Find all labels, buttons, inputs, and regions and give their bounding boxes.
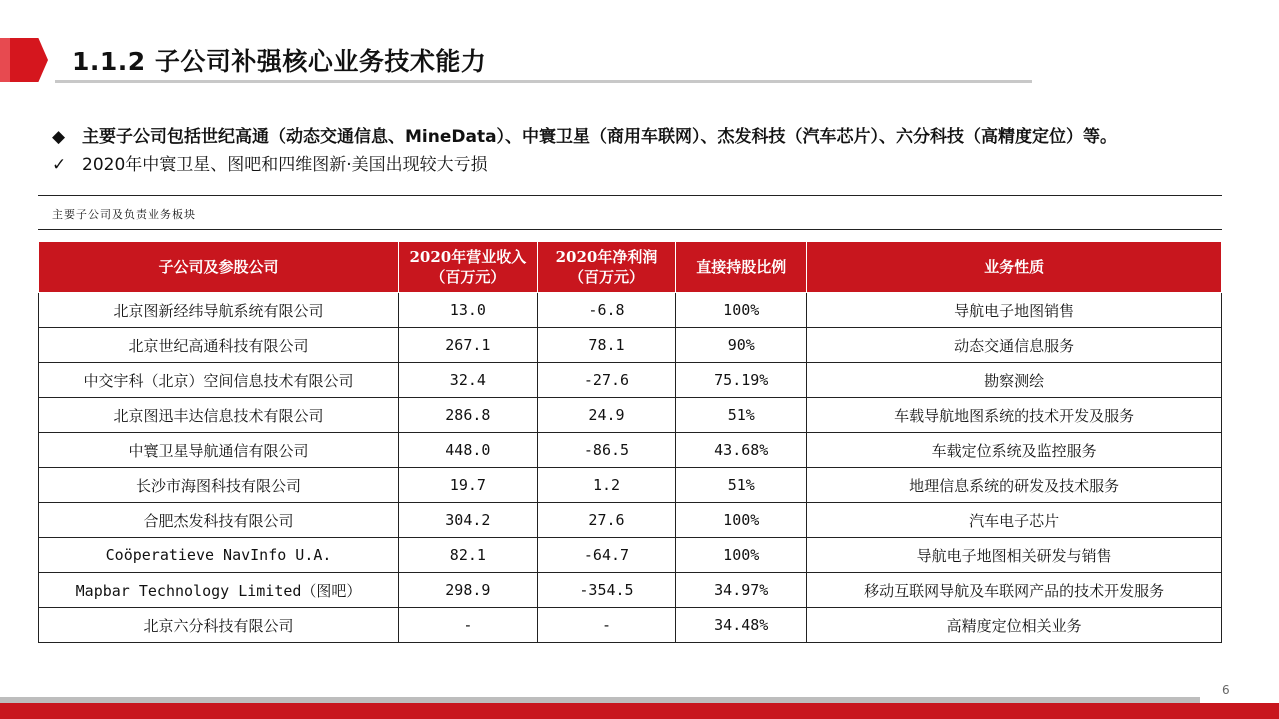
- cell-stake: 34.97%: [676, 573, 807, 608]
- bullet-text: 主要子公司包括世纪高通（动态交通信息、MineData）、中寰卫星（商用车联网）、杰发科技（汽车芯片）、六分科技（高精度定位）等。: [82, 127, 1118, 147]
- cell-stake: 90%: [676, 328, 807, 363]
- table-row: [39, 433, 1222, 468]
- cell-business: 高精度定位相关业务: [807, 608, 1222, 643]
- cell-revenue: 267.1: [399, 328, 538, 363]
- table-row: [39, 398, 1222, 433]
- cell-company: 合肥杰发科技有限公司: [39, 503, 399, 538]
- cell-company: 中寰卫星导航通信有限公司: [39, 433, 399, 468]
- header-stake: 直接持股比例: [676, 242, 807, 293]
- table-row: [39, 503, 1222, 538]
- cell-net-profit: 27.6: [537, 503, 676, 538]
- cell-revenue: 13.0: [399, 293, 538, 328]
- cell-revenue: -: [399, 608, 538, 643]
- table-row: [39, 573, 1222, 608]
- cell-net-profit: -354.5: [537, 573, 676, 608]
- table-row: [39, 608, 1222, 643]
- check-mark-icon: ✓: [52, 155, 67, 175]
- cell-revenue: 298.9: [399, 573, 538, 608]
- cell-business: 地理信息系统的研发及技术服务: [807, 468, 1222, 503]
- table-header-row: [39, 242, 1222, 293]
- cell-revenue: 32.4: [399, 363, 538, 398]
- cell-revenue: 19.7: [399, 468, 538, 503]
- cell-business: 勘察测绘: [807, 363, 1222, 398]
- title-underline: [55, 80, 1032, 83]
- page-title: 1.1.2 子公司补强核心业务技术能力: [72, 47, 487, 76]
- cell-company: 北京世纪高通科技有限公司: [39, 328, 399, 363]
- page-number: 6: [1222, 683, 1230, 697]
- cell-net-profit: -86.5: [537, 433, 676, 468]
- header-business: 业务性质: [807, 242, 1222, 293]
- table-top-rule: [38, 195, 1222, 196]
- table-caption: 主要子公司及负责业务板块: [52, 208, 196, 221]
- cell-stake: 75.19%: [676, 363, 807, 398]
- table-row: [39, 468, 1222, 503]
- cell-stake: 100%: [676, 293, 807, 328]
- cell-revenue: 304.2: [399, 503, 538, 538]
- cell-revenue: 286.8: [399, 398, 538, 433]
- cell-company: 北京图迅丰达信息技术有限公司: [39, 398, 399, 433]
- cell-company: 长沙市海图科技有限公司: [39, 468, 399, 503]
- cell-business: 导航电子地图销售: [807, 293, 1222, 328]
- table-row: [39, 363, 1222, 398]
- cell-company: 北京六分科技有限公司: [39, 608, 399, 643]
- cell-business: 移动互联网导航及车联网产品的技术开发服务: [807, 573, 1222, 608]
- cell-net-profit: 78.1: [537, 328, 676, 363]
- cell-stake: 100%: [676, 538, 807, 573]
- header-revenue: 2020年营业收入 （百万元）: [399, 242, 538, 293]
- cell-business: 汽车电子芯片: [807, 503, 1222, 538]
- cell-company: Mapbar Technology Limited（图吧）: [39, 573, 399, 608]
- table-caption-rule: [38, 229, 1222, 230]
- diamond-bullet-icon: ◆: [52, 127, 66, 147]
- cell-business: 车载导航地图系统的技术开发及服务: [807, 398, 1222, 433]
- cell-business: 导航电子地图相关研发与销售: [807, 538, 1222, 573]
- table-row: [39, 538, 1222, 573]
- cell-stake: 51%: [676, 398, 807, 433]
- cell-business: 车载定位系统及监控服务: [807, 433, 1222, 468]
- cell-stake: 34.48%: [676, 608, 807, 643]
- cell-stake: 100%: [676, 503, 807, 538]
- cell-company: 中交宇科（北京）空间信息技术有限公司: [39, 363, 399, 398]
- header-net-profit: 2020年净利润 （百万元）: [537, 242, 676, 293]
- bullet-text: 2020年中寰卫星、图吧和四维图新·美国出现较大亏损: [82, 155, 488, 175]
- cell-stake: 51%: [676, 468, 807, 503]
- cell-net-profit: 1.2: [537, 468, 676, 503]
- cell-net-profit: -: [537, 608, 676, 643]
- cell-net-profit: -64.7: [537, 538, 676, 573]
- cell-net-profit: -27.6: [537, 363, 676, 398]
- table-row: [39, 328, 1222, 363]
- footer-red-band: [0, 703, 1279, 719]
- cell-business: 动态交通信息服务: [807, 328, 1222, 363]
- cell-net-profit: -6.8: [537, 293, 676, 328]
- subsidiaries-table: [38, 241, 1222, 643]
- cell-revenue: 448.0: [399, 433, 538, 468]
- bullet-subsidiaries: [52, 122, 1117, 147]
- header-company: 子公司及参股公司: [39, 242, 399, 293]
- cell-net-profit: 24.9: [537, 398, 676, 433]
- cell-revenue: 82.1: [399, 538, 538, 573]
- title-tab-highlight: [0, 38, 10, 82]
- cell-company: 北京图新经纬导航系统有限公司: [39, 293, 399, 328]
- cell-stake: 43.68%: [676, 433, 807, 468]
- cell-company: Coöperatieve NavInfo U.A.: [39, 538, 399, 573]
- bullet-losses: [52, 150, 488, 175]
- table-row: [39, 293, 1222, 328]
